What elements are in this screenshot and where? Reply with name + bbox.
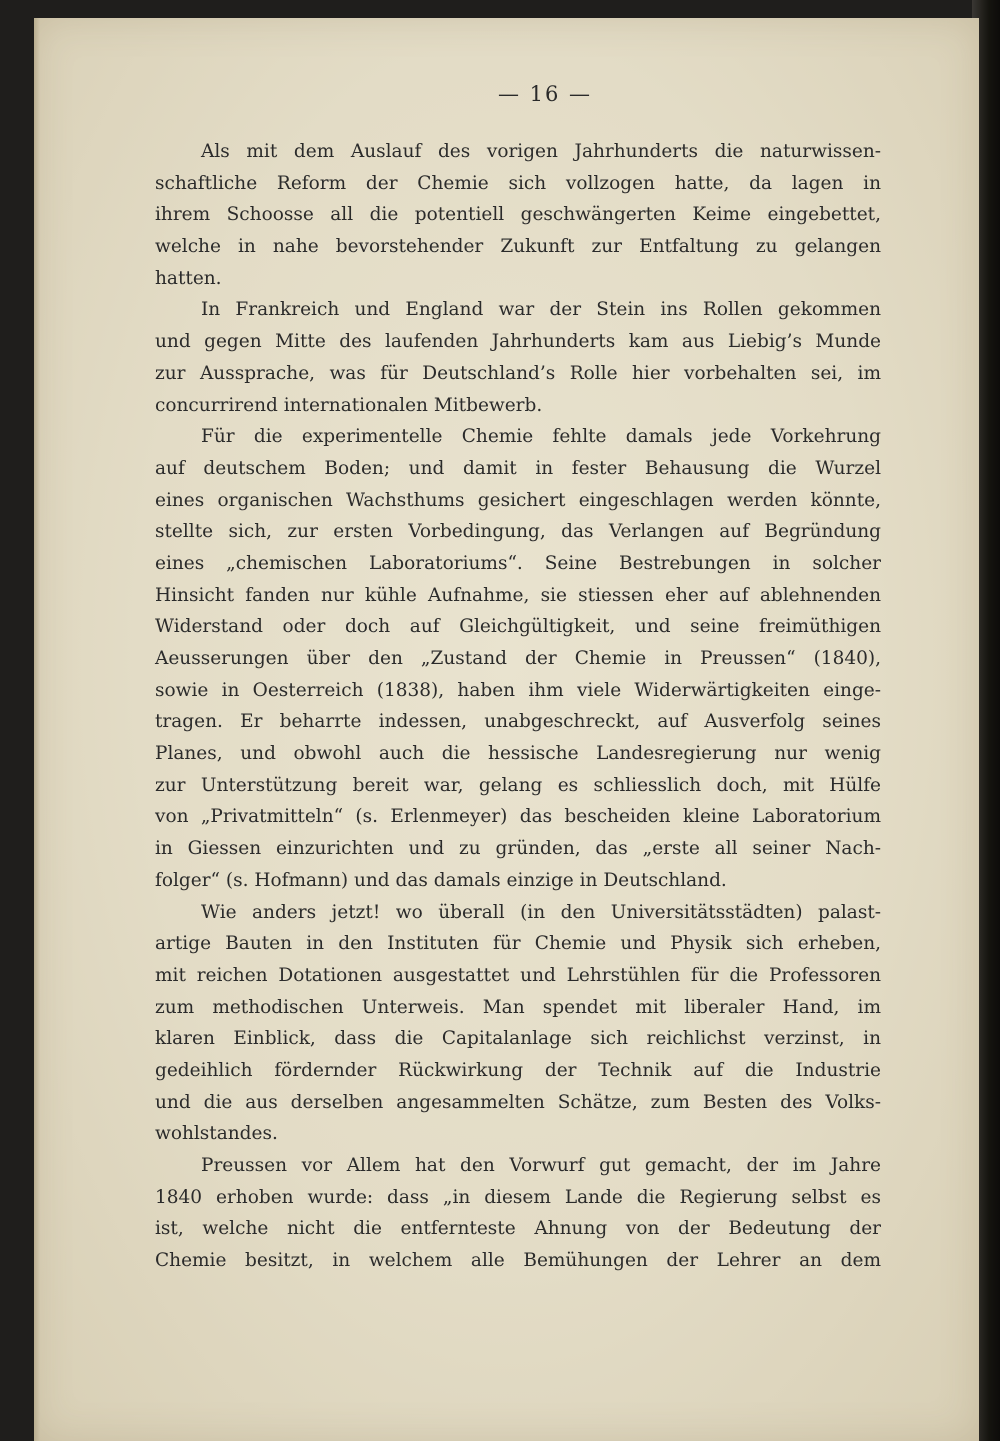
text-line: ist, welche nicht die entfernteste Ahnung von der Bedeutung der bbox=[155, 1218, 881, 1240]
page-edge-shadow bbox=[34, 18, 40, 1441]
text-line: zur Aussprache, was für Deutschland’s Rolle hier vorbehalten sei, im bbox=[155, 362, 881, 384]
text-line: und gegen Mitte des laufenden Jahrhunderts kam aus Liebig’s Munde bbox=[155, 331, 881, 353]
text-line: Preussen vor Allem hat den Vorwurf gut gemacht, der im Jahre bbox=[201, 1155, 881, 1176]
text-line: artige Bauten in den Instituten für Chemie und Physik sich erheben, bbox=[155, 933, 881, 955]
page-number: — 16 — bbox=[497, 82, 593, 106]
text-line: gedeihlich fördernder Rückwirkung der Technik auf die Industrie bbox=[155, 1059, 881, 1081]
text-line: welche in nahe bevorstehender Zukunft zur Entfaltung zu gelangen bbox=[155, 236, 881, 258]
text-line: tragen. Er beharrte indessen, unabgeschreckt, auf Ausverfolg seines bbox=[155, 711, 881, 733]
text-line: Für die experimentelle Chemie fehlte damals jede Vorkehrung bbox=[201, 426, 881, 448]
text-line: zum methodischen Unterweis. Man spendet mit liberaler Hand, im bbox=[155, 996, 881, 1018]
text-line: klaren Einblick, dass die Capitalanlage sich reichlichst verzinst, in bbox=[155, 1028, 881, 1050]
text-line: Chemie besitzt, in welchem alle Bemühungen der Lehrer an dem bbox=[155, 1250, 881, 1272]
text-line: auf deutschem Boden; und damit in fester Behausung die Wurzel bbox=[155, 457, 881, 479]
paragraph bbox=[155, 294, 881, 421]
text-line: stellte sich, zur ersten Vorbedingung, das Verlangen auf Begründung bbox=[155, 521, 881, 543]
text-line: mit reichen Dotationen ausgestattet und Lehrstühlen für die Professoren bbox=[155, 964, 881, 986]
text-line: In Frankreich und England war der Stein ins Rollen gekommen bbox=[201, 299, 881, 321]
text-line: Hinsicht fanden nur kühle Aufnahme, sie stiessen eher auf ablehnenden bbox=[155, 584, 881, 606]
text-line: schaftliche Reform der Chemie sich vollzogen hatte, da lagen in bbox=[155, 172, 881, 194]
paragraph bbox=[155, 421, 881, 896]
text-line: 1840 erhoben wurde: dass „in diesem Lande die Regierung selbst es bbox=[155, 1186, 881, 1208]
text-line: folger“ (s. Hofmann) und das damals einzige in Deutschland. bbox=[155, 869, 727, 891]
paragraph bbox=[155, 1150, 881, 1277]
text-line: Als mit dem Auslauf des vorigen Jahrhunderts die naturwissen- bbox=[201, 141, 881, 162]
text-line: Planes, und obwohl auch die hessische Landesregierung nur wenig bbox=[155, 743, 881, 765]
text-line: in Giessen einzurichten und zu gründen, das „erste all seiner Nach- bbox=[155, 838, 881, 860]
paragraph bbox=[155, 136, 881, 294]
text-line: wohlstandes. bbox=[155, 1123, 278, 1145]
text-line: Aeusserungen über den „Zustand der Chemie in Preussen“ (1840), bbox=[155, 648, 881, 669]
text-line: zur Unterstützung bereit war, gelang es schliesslich doch, mit Hülfe bbox=[155, 774, 881, 796]
text-line: Wie anders jetzt! wo überall (in den Universitätsstädten) palast- bbox=[201, 901, 881, 923]
text-line: sowie in Oesterreich (1838), haben ihm viele Widerwärtigkeiten einge- bbox=[155, 679, 881, 701]
text-line: eines organischen Wachsthums gesichert eingeschlagen werden könnte, bbox=[155, 489, 881, 511]
text-line: Widerstand oder doch auf Gleichgültigkeit, und seine freimüthigen bbox=[155, 616, 881, 638]
text-line: eines „chemischen Laboratoriums“. Seine Bestrebungen in solcher bbox=[155, 552, 881, 574]
text-line: ihrem Schoosse all die potentiell geschwängerten Keime eingebettet, bbox=[155, 204, 881, 226]
text-line: von „Privatmitteln“ (s. Erlenmeyer) das bescheiden kleine Laboratorium bbox=[155, 806, 881, 828]
body-text bbox=[155, 136, 881, 1277]
text-line: und die aus derselben angesammelten Schätze, zum Besten des Volks- bbox=[155, 1091, 881, 1113]
paragraph bbox=[155, 897, 881, 1151]
text-line: hatten. bbox=[155, 267, 222, 289]
text-line: concurrirend internationalen Mitbewerb. bbox=[155, 394, 543, 416]
